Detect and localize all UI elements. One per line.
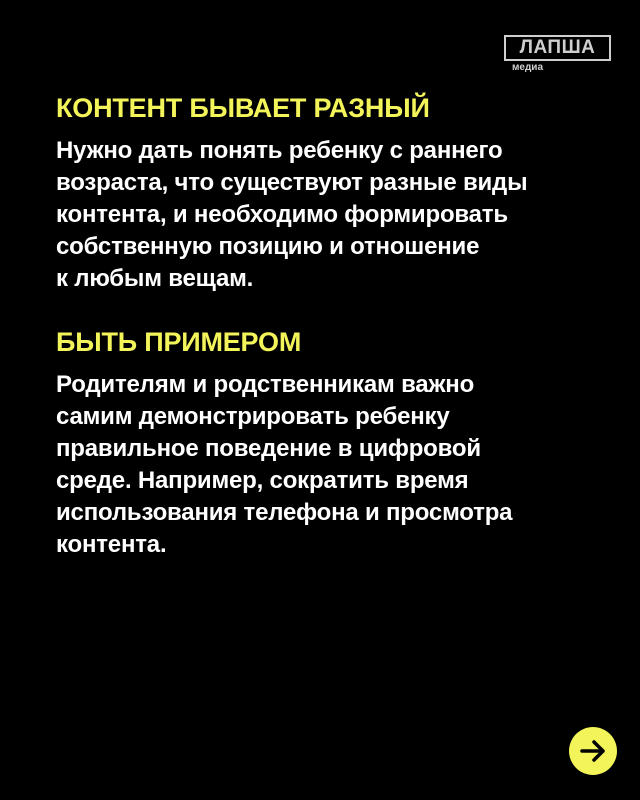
body-line: возраста, что существуют разные виды — [56, 169, 528, 196]
section-heading: БЫТЬ ПРИМЕРОМ — [56, 327, 302, 357]
body-line: правильное поведение в цифровой — [56, 435, 481, 462]
body-line: собственную позицию и отношение — [56, 233, 480, 260]
body-line: контента, и необходимо формировать — [56, 201, 508, 228]
next-slide-button[interactable] — [569, 727, 617, 775]
body-line: Нужно дать понять ребенку с раннего — [56, 137, 503, 164]
arrow-right-icon — [578, 736, 608, 766]
logo-text: ЛАПША — [504, 35, 611, 61]
logo-subtext: медиа — [512, 62, 544, 73]
section-be-example — [56, 325, 616, 561]
section-heading: КОНТЕНТ БЫВАЕТ РАЗНЫЙ — [56, 93, 430, 123]
body-line: Родителям и родственникам важно — [56, 371, 475, 398]
section-body — [56, 135, 616, 295]
section-content-varies — [56, 91, 616, 295]
body-line: контента. — [56, 531, 167, 558]
body-line: самим демонстрировать ребенку — [56, 403, 450, 430]
body-line: к любым вещам. — [56, 265, 254, 292]
body-line: среде. Например, сократить время — [56, 467, 469, 494]
body-line: использования телефона и просмотра — [56, 499, 513, 526]
main-content — [56, 91, 616, 561]
section-body — [56, 369, 616, 561]
brand-logo — [504, 35, 611, 74]
